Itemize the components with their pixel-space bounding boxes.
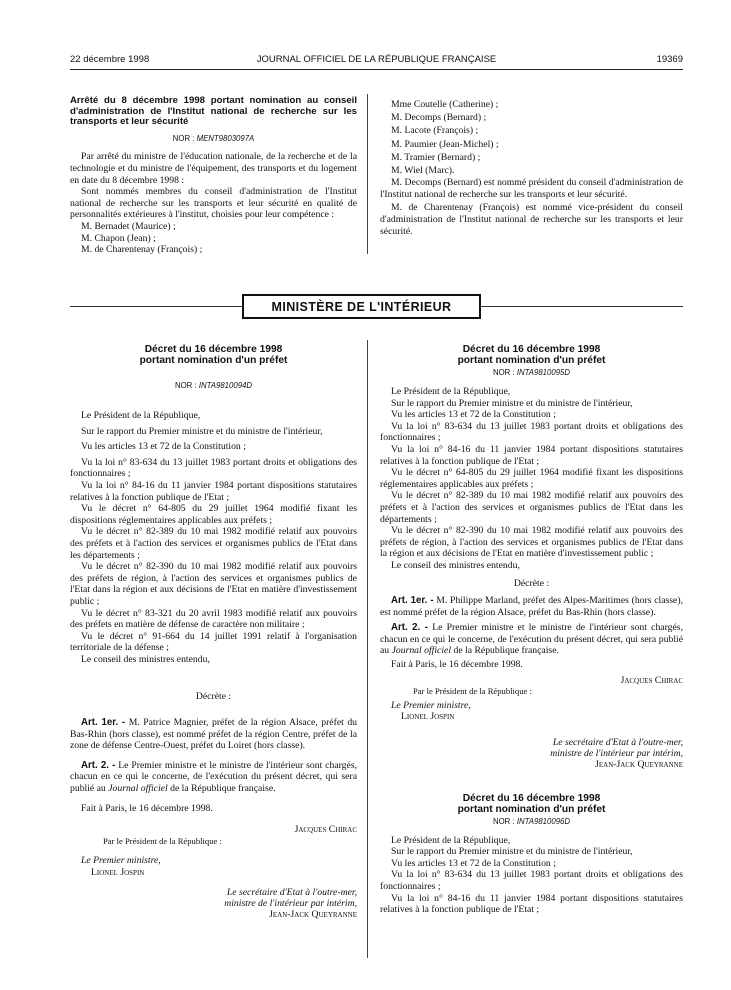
article-1: Art. 1er. - M. Philippe Marland, préfet des Alpes-Maritimes (hors classe), est nommé préfet de la région Alsace, préfet du Bas-Rhin (hors classe). <box>380 595 683 618</box>
decret-2-nor-code: INTA9810095D <box>516 368 570 378</box>
member-item: M. Lacote (François) ; <box>391 125 479 137</box>
decret-3-nor: NOR : INTA9810096D <box>492 817 570 827</box>
ministry-title: MINISTÈRE DE L'INTÉRIEUR <box>271 299 452 314</box>
member-item: M. Wiel (Marc). <box>391 165 455 177</box>
visa: Vu le décret n° 64-805 du 29 juillet 1964 modifié fixant les dispositions réglementaires applicables aux préfets ; <box>70 503 357 526</box>
par-le-president: Par le Président de la République : <box>103 835 222 846</box>
member-item: Mme Coutelle (Catherine) ; <box>391 99 499 110</box>
visa: Vu le décret n° 82-389 du 10 mai 1982 modifié relatif aux pouvoirs des préfets et à l'action des services et organismes publics de l'Etat dans les départements ; <box>70 526 357 561</box>
visa: Vu les articles 13 et 72 de la Constitution ; <box>391 409 556 421</box>
rapport-line: Sur le rapport du Premier ministre et du ministre de l'intérieur, <box>81 425 323 437</box>
decret-2-nor: NOR : INTA9810095D <box>492 368 570 378</box>
decret-3-nor-code: INTA9810096D <box>516 817 570 827</box>
president-line: Le Président de la République, <box>391 386 511 397</box>
header-rule <box>70 69 683 70</box>
member-item: M. Bernadet (Maurice) ; <box>81 220 176 232</box>
secretaire-title: ministre de l'intérieur par intérim, <box>224 897 357 909</box>
secretaire-title: Le secrétaire d'Etat à l'outre-mer, <box>552 737 683 749</box>
rapport-line: Sur le rapport du Premier ministre et du ministre de l'intérieur, <box>391 397 633 409</box>
ministry-banner <box>242 294 481 319</box>
visa: Vu le décret n° 82-390 du 10 mai 1982 modifié relatif aux pouvoirs des préfets de région, à l'action des services et organismes publics de l'Etat dans la région et aux décisions de l'Etat en matière d'investissement public ; <box>380 525 683 560</box>
conseil-line: Le conseil des ministres entendu, <box>391 559 520 571</box>
fait-line: Fait à Paris, le 16 décembre 1998. <box>391 659 523 671</box>
decrete-line: Décrète : <box>195 691 232 703</box>
arrete-vice-president-nomination: M. de Charentenay (François) est nommé vice-président du conseil d'administration de l'Institut national de recherche sur les transports et leur sécurité. <box>380 202 683 237</box>
decret-1 <box>70 344 357 920</box>
par-le-president: Par le Président de la République : <box>413 686 532 697</box>
visa: Vu la loi n° 84-16 du 11 janvier 1984 portant dispositions statutaires relatives à la fonction publique de l'Etat ; <box>380 892 683 916</box>
decret-1-title: Décret du 16 décembre 1998 portant nomination d'un préfet <box>139 344 288 367</box>
member-item: M. Chapon (Jean) ; <box>81 232 156 244</box>
arrete-column-left <box>70 96 357 256</box>
premier-ministre-name: Lionel Jospin <box>91 867 145 878</box>
arrete-nor: NOR : MENT9803097A <box>172 133 255 143</box>
member-item: M. Decomps (Bernard) ; <box>391 112 487 124</box>
member-item: M. de Charentenay (François) ; <box>81 244 203 256</box>
running-header <box>70 54 683 68</box>
visa: Vu le décret n° 91-664 du 14 juillet 1991 relatif à l'organisation territoriale de la défense ; <box>70 630 357 654</box>
member-item: M. Tramier (Bernard) ; <box>391 151 481 163</box>
arrete-members-intro: Sont nommés membres du conseil d'administration de l'Institut national de recherche sur les transports et leur sécurité en qualité de personnalités extérieures à l'institut, choisies pour leur compétence : <box>70 186 357 221</box>
header-page-number: 19369 <box>656 54 683 65</box>
visa: Vu les articles 13 et 72 de la Constitution ; <box>391 857 556 869</box>
president-line: Le Président de la République, <box>81 410 201 421</box>
decret-1-nor-code: INTA9810094D <box>198 381 252 391</box>
premier-ministre-title: Le Premier ministre, <box>81 855 161 867</box>
secretaire-title: Le secrétaire d'Etat à l'outre-mer, <box>226 886 357 898</box>
article-1: Art. 1er. - M. Patrice Magnier, préfet de la région Alsace, préfet du Bas-Rhin (hors classe), est nommé préfet de la région Centre, préfet de la zone de défense Centre-Ouest, préfet du Loiret (hors classe). <box>70 717 358 752</box>
column-divider-top <box>367 94 368 254</box>
visa: Vu le décret n° 64-805 du 29 juillet 1964 modifié fixant les dispositions réglementaires applicables aux préfets ; <box>380 467 683 490</box>
visa: Vu la loi n° 84-16 du 11 janvier 1984 portant dispositions statutaires relatives à la fonction publique de l'Etat ; <box>380 443 683 467</box>
decrete-line: Décrète : <box>513 577 550 589</box>
decret-1-nor: NOR : INTA9810094D <box>174 381 252 391</box>
visa: Vu la loi n° 83-634 du 13 juillet 1983 portant droits et obligations des fonctionnaires ; <box>380 869 683 892</box>
signature-president: Jacques Chirac <box>620 674 683 686</box>
premier-ministre-title: Le Premier ministre, <box>391 699 471 711</box>
header-journal-title: JOURNAL OFFICIEL DE LA RÉPUBLIQUE FRANÇAISE <box>256 54 497 65</box>
conseil-line: Le conseil des ministres entendu, <box>81 653 210 665</box>
visa: Vu le décret n° 83-321 du 20 avril 1983 modifié relatif aux pouvoirs des préfets en matière de défense de caractère non militaire ; <box>70 607 357 631</box>
signature-president: Jacques Chirac <box>294 824 357 836</box>
ministry-rule-left <box>70 306 242 307</box>
visa: Vu le décret n° 82-390 du 10 mai 1982 modifié relatif aux pouvoirs des préfets de région, à l'action des services et organismes publics de l'Etat dans la région et aux décisions de l'Etat en matière d'investissement public ; <box>70 561 357 607</box>
president-line: Le Président de la République, <box>391 834 511 846</box>
arrete-president-nomination: M. Decomps (Bernard) est nommé président du conseil d'administration de l'Institut national de recherche sur les transports et leur sécurité. <box>380 177 683 200</box>
visa: Vu la loi n° 83-634 du 13 juillet 1983 portant droits et obligations des fonctionnaires ; <box>70 456 357 480</box>
decret-2 <box>380 344 683 916</box>
rapport-line: Sur le rapport du Premier ministre et du ministre de l'intérieur, <box>391 846 633 858</box>
decret-3-title: Décret du 16 décembre 1998 portant nomination d'un préfet <box>457 792 606 815</box>
secretaire-name: Jean-Jack Queyranne <box>269 908 357 920</box>
arrete-column-right <box>380 98 683 237</box>
fait-line: Fait à Paris, le 16 décembre 1998. <box>81 802 213 814</box>
arrete-title: Arrêté du 8 décembre 1998 portant nomination au conseil d'administration de l'Institut national de recherche sur les transports et leur sécurité <box>70 95 357 128</box>
secretaire-title: ministre de l'intérieur par intérim, <box>550 748 683 760</box>
premier-ministre-name: Lionel Jospin <box>401 711 455 723</box>
header-date: 22 décembre 1998 <box>70 54 150 65</box>
arrete-intro: Par arrêté du ministre de l'éducation nationale, de la recherche et de la technologie et du ministre de l'équipement, des transports et du logement en date du 8 décembre 1998 : <box>70 151 357 186</box>
visa: Vu la loi n° 84-16 du 11 janvier 1984 portant dispositions statutaires relatives à la fonction publique de l'Etat ; <box>70 479 357 503</box>
visa: Vu le décret n° 82-389 du 10 mai 1982 modifié relatif aux pouvoirs des préfets et à l'action des services et organismes publics de l'Etat dans les départements ; <box>380 490 683 525</box>
secretaire-name: Jean-Jack Queyranne <box>595 759 683 771</box>
member-item: M. Paumier (Jean-Michel) ; <box>391 138 499 150</box>
article-2: Art. 2. - Le Premier ministre et le ministre de l'intérieur sont chargés, chacun en ce qui le concerne, de l'exécution du présent décret, qui sera publié au Journal officiel de la République française. <box>70 759 358 795</box>
visa: Vu les articles 13 et 72 de la Constitution ; <box>81 441 246 453</box>
visa: Vu la loi n° 83-634 du 13 juillet 1983 portant droits et obligations des fonctionnaires ; <box>380 420 683 444</box>
article-2: Art. 2. - Le Premier ministre et le ministre de l'intérieur sont chargés, chacun en ce qui le concerne, de l'exécution du présent décret, qui sera publié au Journal officiel de la République française. <box>380 622 683 657</box>
arrete-nor-code: MENT9803097A <box>196 133 255 143</box>
column-divider-bottom <box>367 340 368 958</box>
decret-2-title: Décret du 16 décembre 1998 portant nomination d'un préfet <box>457 344 606 367</box>
ministry-rule-right <box>481 306 683 307</box>
